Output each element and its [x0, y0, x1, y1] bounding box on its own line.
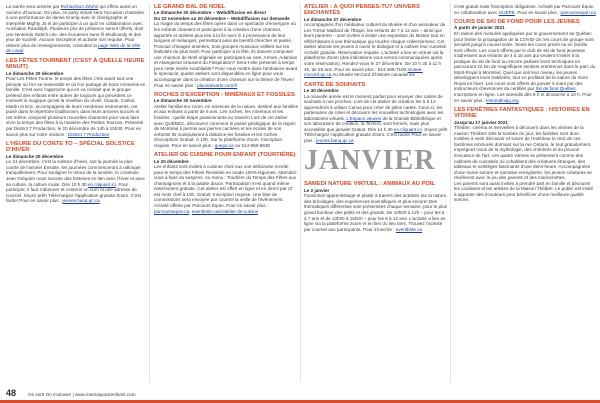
- eventbrite-link[interactable]: eventbrite.ca: [395, 226, 423, 232]
- event-body: Théâtre, cinéma et merveilles à découvrir dans les vitrines de la maison Théâtre! Dès la tombée du jour, les familles sont donc invitées à venir découvrir et suivre de l'extérieur le récit de ces fantômes emmurés dormant sur la rue Ontario, le tout gratuitement. Imprégnez-vous de la mythologie, des chimères et du pouvoir évocateur de l'art, ces quatre vitrines se présentent comme des cabinets de curiosités où cohabitent des créatures étranges, des tableaux et sortilèges fascinants d'une demi-heure. Accompagnées d'une trame sonore et narrative enregistrée, les jeunes créatures se révéleront avec le jeu des parents et des marionnettes.: [454, 125, 592, 181]
- event-title: ATELIER : À QUOI PENSES-TU? UNIVERS ENCHANTÉS: [304, 4, 420, 17]
- event-title: SAMEDI NATURE VIRTUEL : ANIMAUX AU POIL: [304, 181, 436, 188]
- column-4: [454, 4, 596, 384]
- event-date: Le dimanche 20 décembre: [6, 70, 64, 76]
- event-grand-bal: LE GRAND BAL DE NOËL Le dimanche 20 décembre – Webdiffusion en direct Du 22 novembre au 20 décembre – Webdiffusion sur demande La magie du temps des fêtes opère dans ce spectacle d'envergure où les enfants chantent et participent à la création d'une chanson, apportée et ateliers jeux liés à la fin avec É.s provenance de leur langues et mélanges, permettant ainsi de bientôt chercher et passé. Ponctué d'images animées, trois groupes musicaux veillent sur les festivités du plus Noël. Pour participer à la fête, ils doivent composer une chanson de Noël originale en participant au vote. Armes, Adamian et Alamgeiran brausent du Finspiration? Sera-t-elle présenté à temps pour cette soirée inoubliable? Pour vous mettre dans l'ambiance avant le spectacle, quatre ateliers sont disponibles en ligne pour vous accompagner dans la création d'une chanson sur la thème de l'hiver! Pour en savoir plus : placedesarts.com/fr: [154, 4, 298, 88]
- espace-jeunes-link[interactable]: L'Espace Jeunes: [346, 115, 382, 121]
- event-date: À partir de janvier 2021: [454, 25, 505, 31]
- event-title: ATELIER DE CUISINE POUR ENFANT (TOURTIÈRE): [154, 152, 296, 159]
- guepe-link[interactable]: GUEPE: [498, 9, 515, 15]
- event-title: L'HEURE DU CONTE TO – SPÉCIAL SOLSTICE D'HIVER: [6, 141, 135, 154]
- event-title: LE GRAND BAL DE NOËL: [154, 4, 226, 10]
- event-title: LES FÊTES TOURNENT (C'EST À QUELLE HEURE MINUIT): [6, 57, 145, 71]
- event-a-quoi-penses-tu: ATELIER : À QUOI PENSES-TU? UNIVERS ENCHANTÉS Le dimanche 27 décembre Accompagnés d'un médiateur culturel du Musée et d'un animateur de Les Trésor Maillard de l'Étape, les enfants de 7 à 12 ans – ainsi que leurs parents! – sont invités à visiter une exposition du Musée tout en réfléchissant à une thématique qui touche chaque collectionneur. Cet atelier aborde les jeunes à ouvrir le dialogue et à cultiver leur curiosité. Activité gratuite. Réservation requise. L'activité a lieu en virtuel via la plateforme Zoom (des indications vous seront communiquées après votre réservation). Rendez-vous le 27 décembre. De 10 h 30 à 11 h 45, de 25 ans. Pour en savoir plus : 514-398-7100 musee-mccord.qc.ca Au Musée McCord d'histoire canadienne: [304, 4, 448, 78]
- ski-de-fond-quebec-link[interactable]: Ski de fond Québec: [535, 86, 576, 92]
- event-date: Le 20 décembre: [154, 158, 189, 164]
- event-heure-du-conte: L'HEURE DU CONTE TO – SPÉCIAL SOLSTICE D'HIVER Le dimanche 20 décembre Le 21 décembre, c'est la solstice d'hiver, soit la journée la plus courte de l'année! Ensuite, les journées commenceront à rallonger tranquillement. Pour souligner le retour de la lumière, le conteuse Jean Grégoire nous raconte des histoires en lien avec l'hiver et avec sa culture, la culture inuite. Dès 10 h 30 en cliquant ici. Pour participer, il faut s'abonner et contenir un nom et une adresse de courriel. Soyez prêt! Téléchargez l'application gratuite Zoom. C'est facile! Pour en savoir plus : jeunes.banq.qc.ca: [6, 141, 146, 204]
- event-samedi-nature: SAMEDI NATURE VIRTUEL : ANIMAUX AU POIL Le 2 janvier Fusionnez apprentissage et plaisir à travers des activités sur la nature, des bricolages, des expériences scientifiques et plus encore! Des thématiques différentes sont présentées chaque semaine, pour le plus grand bonheur des petits et des grands. De 10h00 à 12h – pour les 5 à 7 ans et de 13h00 à 15h00 – pour les 8 à 12 ans. L'activité a lieu en ligne via la plateforme zoom et en lien du lieu tiers. Trouvez l'activité par courriel aux participants. Pour s'inscrire : eventbrite.ca: [304, 181, 448, 232]
- column-2: [154, 4, 298, 384]
- banq-link[interactable]: jeunes.banq.qc.ca: [316, 137, 354, 143]
- page-footer: [0, 385, 600, 403]
- event-roches: ROCHES D'EXCEPTION : MINÉRAUX ET FOSSILES Le dimanche 20 novembre Atelier familial sur zoom, en sciences de la nature, destiné aux familles et aux enfants à partir de 6 ans. Les roches, les minéraux et les fossiles : quelle étape passionnante au travers! Lors de cet atelier avec QUÉBEC, découvrez comment le passé géologique de la région de Montréal à permis aux pierres cachées et les écoles de vos enfants! Ils manipuleront à distance les fossiles et les roches d'exception! Gratuit. À 10h. Sur la plateforme Zoom. Inscription requise. Pour en savoir plus : quepa.ca ou 514-956-5639: [154, 92, 298, 148]
- column-divider: [149, 4, 150, 382]
- column-3: [304, 4, 448, 384]
- eventbrite-link[interactable]: eventbrite.ca/e/atelier-de-cuisine: [191, 208, 259, 214]
- quepa-link[interactable]: quepa.ca: [214, 142, 234, 148]
- cliquez-ici-link[interactable]: en cliquant ici: [87, 181, 116, 187]
- event-date: Le dimanche 20 décembre – Webdiffusion en direct: [154, 10, 266, 16]
- intro-paragraph: C'est gratuit mais l'inscription obligatoire. Activité par Parcours Équin, en collaboration avec GUEPE. Pour en savoir plus : parcoursequin.ca: [454, 4, 596, 15]
- event-date: Le 30 décembre: [304, 87, 339, 93]
- event-carte-souhaits: CARTE DE SOUHAITS Le 30 décembre La nouvelle année est le moment parfait pour envoyer des cartes de souhaits à nos proches. Lors de cet atelier de création les 5 à 13 apprendront à utiliser Canva pour créer de jolies cartes. Ceux-ci, les partenaires de créer et découvrir les nouvelles technologies avec les laboratoires virtuels, L'Espace Jeunes de la Grande Bibliothèque et son laboratoire de création, la Techno, sont fermés, mais plus accessible que jamais! Gratuit. Dès 14 h 30 en cliquant ici. Soyez prêt! Téléchargez l'application gratuite Zoom. C'est facile! Pour en savoir plus : jeunes.banq.qc.ca: [304, 81, 448, 143]
- column-1: [6, 4, 146, 384]
- lesrondins-link[interactable]: lesrondinsjq.org: [486, 97, 519, 103]
- footer-text: On sort! On s'amuse! | www.mamanpourenfants.com: [28, 392, 136, 397]
- column-divider: [450, 4, 451, 382]
- event-date: Jusqu'au 17 janvier 2021: [454, 119, 508, 125]
- parcoursequin-link[interactable]: parcoursequin.ca: [154, 208, 190, 214]
- event-title: COURS DE SKI DE FOND POUR LES JEUNES: [454, 19, 580, 26]
- event-title: LES FENÊTRES FANTASTIQUES : HISTOIRES EN VITRINE: [454, 107, 590, 120]
- event-title: ROCHES D'EXCEPTION : MINÉRAUX ET FOSSILES: [154, 92, 295, 99]
- banq-link[interactable]: jeunes.banq.qc.ca: [62, 198, 100, 204]
- richardson-zephir-link[interactable]: Richardson Zéphir: [60, 4, 99, 9]
- mccord-link[interactable]: musee-mccord.qc.ca: [304, 66, 423, 78]
- column-divider: [300, 4, 301, 382]
- intro-paragraph: La soirée sera animée par Richardson Zéphir qui offrira aussi un numéro d'humour. De plus, ce party virtuel sera l'occasion d'assister à une performance de danse Krump avec le chorégraphe et interprète Mighty Jo et de participer à un quiz en collaboration avec Animation Randolph. Plusieurs prix de présence seront offerts, dont une Nintendo Switch Lite, des écouteurs sans fil Skullcandy et des jeux de société. Aucune inscription et activité non requise. Pour obtenir plus de renseignements, consultez la page Web de la Ville de Laval.: [6, 4, 145, 54]
- district7-link[interactable]: District 7 Production: [68, 131, 110, 137]
- event-fenetres-fantastiques: [454, 107, 596, 203]
- event-date: Le dimanche 27 décembre: [304, 16, 362, 22]
- footer-website-link[interactable]: www.mamanpourenfants.com: [75, 392, 136, 397]
- page-number: 48: [6, 388, 17, 398]
- month-heading: JANVIER: [304, 145, 436, 177]
- ville-laval-link[interactable]: page Web de la Ville de Laval: [6, 42, 141, 54]
- cliquez-ici-link[interactable]: en cliquant ici: [393, 126, 422, 132]
- event-body: Les parents sont aussi invités à prendre part en famille et découvrir les coulisses et les artistes de la Maison Théâtre. Le public est invité à apporter des écouteurs pour bénéficier d'une meilleure qualité sonore.: [454, 180, 594, 203]
- event-title: CARTE DE SOUHAITS: [304, 81, 366, 88]
- event-ski-de-fond: COURS DE SKI DE FOND POUR LES JEUNES À partir de janvier 2021 En raison des mesures appliquées par le gouvernement du Québec pour limiter la propagation de la COVID-19, les cours de groupe sont annulés jusqu'à nouvel ordre. Seuls les cours privés ou en famille sont offerts. Les cours offerts par le club de ski de fond jeunesse s'adressent aux enfants de 4 à 15 ans qui veulent s'initier à la pratique du ski de fond ou encore parfaire leurs techniques en parcourant 22 km de magnifiques sentiers entretenus dans le parc du Mont-Royal à Montréal. Quel que soit leur niveau, les jeunes développent leurs habiletés, tout en profitant de la nature du mont Royal en hiver. Les cours sont offerts de janvier à mars par des instructeurs chevronnés du certifiés par Ski de fond Québec. Inscriptions en ligne. Les samedis dès 9 h et dimanche à 10 h. Pour en savoir plus : lesrondinsjq.org: [454, 19, 596, 103]
- event-date: Le 2 janvier: [304, 187, 330, 193]
- event-date: Le dimanche 20 novembre: [154, 98, 212, 104]
- event-atelier-cuisine: ATELIER DE CUISINE POUR ENFANT (TOURTIÈRE) Le 20 décembre Les enfants sont invités à cuisiner chez eux une délicieuse recette pour le temps des Fêtes! Revisitée en mode 100% légumes. Attendez-vous à faire du suspens. Au menu : Tourtière du Temps des Fêtes aux champignons et à la patate douce. Participation s'est quand même entièrement gratuite. Cet atelier est offert en ligne et en direct par Cl' est mots chef à 10h. Gratuit. Inscription requise. Une liste de commissions sera envoyée par courriel la veille de l'événement. Activité offerte par Parcours Équin. Pour en savoir plus : parcoursequin.ca, eventbrite.ca/e/atelier-de-cuisine: [154, 152, 298, 214]
- event-date: Le dimanche 20 décembre: [6, 153, 64, 159]
- event-date: Du 22 novembre au 20 décembre – Webdiffusion sur demande: [154, 15, 290, 21]
- parcoursequin-link[interactable]: parcoursequin.ca: [560, 9, 596, 15]
- placedesarts-link[interactable]: placedesarts.com/fr: [197, 82, 238, 88]
- event-fetes-tournent: LES FÊTES TOURNENT (C'EST À QUELLE HEURE MINUIT) Le dimanche 20 décembre Pour Les Fêtes Tourne, le temps des fêtes c'est avant tout une période où l'on se rassemble et où l'on partage de bons moments en famille. C'est avec l'approche qui en va conduit que le groupe prétend des enfants entre autres de toujours qui précèdent ce moment si magique qu'est la révellion du réveil. Claude, Carlos, Martin et Eric, accompagnés de leurs nombreux instruments, ont puisé dans le répertoire traditionnel, dans leurs anciens succès et ont même composé plusieurs nouvelles chansons pour vous faire vivre la temps des fêtes à la manière des Petites Tournes. Présenté par District 7 Production, le 20 décembre de 14h à 15h30. Pour en savoir plus sur notre mission : District 7 Production: [6, 57, 146, 137]
